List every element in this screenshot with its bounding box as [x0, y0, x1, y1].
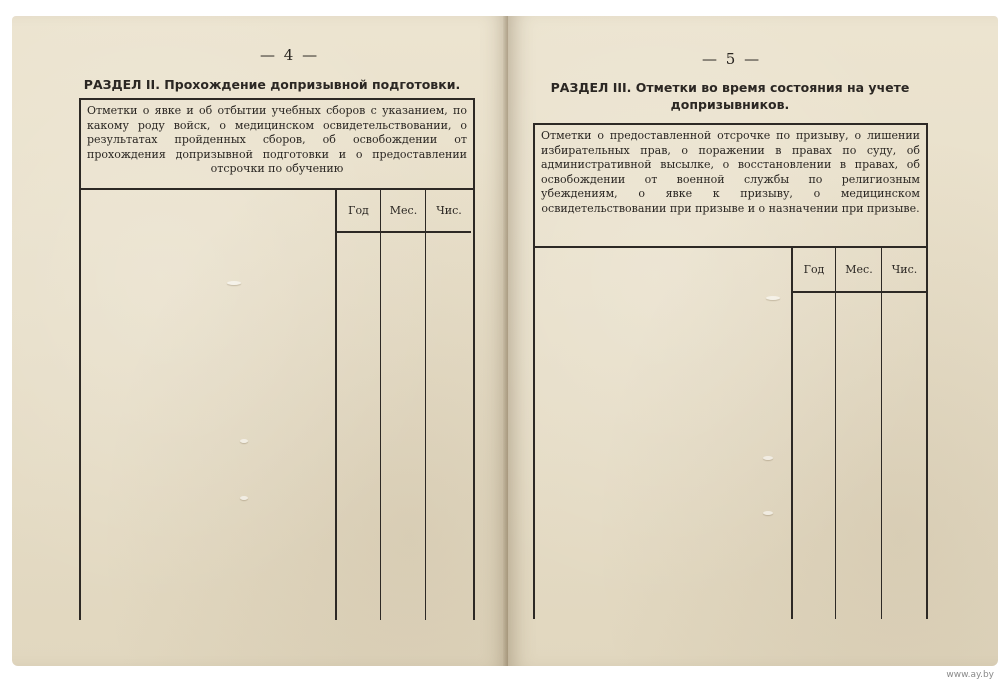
- left-page: [12, 16, 508, 666]
- right-page: [508, 16, 998, 666]
- page-number-5: — 5 —: [702, 50, 762, 68]
- year-column-border: [335, 190, 337, 620]
- section-2-table-description: Отметки о явке и об отбытии учебных сборов с указанием, по какому роду войск, о медицинском освидетельствовании, о результатах пройденных сборов, об освобождении от прохождения допризывной подготовки и о предоставлении отсрочки по обучению: [81, 100, 473, 190]
- section-3-table-description: Отметки о предоставленной отсрочке по призыву, о лишении избирательных прав, о поражении в правах по суду, об административной высылке, о восстановлении в правах, об освобождении от военной службы по религиозным убеждениям, о явке к призыву, о медицинском освидетельствовании при призыве и о назначении при призыве.: [535, 125, 926, 248]
- column-header-month: Мес.: [845, 263, 873, 276]
- day-column-border: [881, 248, 882, 619]
- month-column-border: [835, 248, 836, 619]
- paper-crease: [766, 296, 780, 300]
- day-column-border: [425, 190, 426, 620]
- paper-crease: [240, 496, 248, 500]
- month-column-border: [380, 190, 381, 620]
- paper-crease: [227, 281, 241, 285]
- column-header-day: Чис.: [891, 263, 918, 276]
- year-column-border: [791, 248, 793, 619]
- section-3-table: [533, 123, 928, 619]
- column-header-day: Чис.: [436, 204, 462, 217]
- column-header-divider: [791, 291, 926, 293]
- column-header-year: Год: [348, 204, 369, 217]
- column-header-divider: [335, 231, 471, 233]
- section-title-3: РАЗДЕЛ III. Отметки во время состояния на учете допризывников.: [550, 80, 910, 112]
- section-title-2: РАЗДЕЛ II. Прохождение допризывной подготовки.: [83, 77, 461, 92]
- column-header-year: Год: [803, 263, 825, 276]
- watermark: www.ay.by: [946, 670, 994, 680]
- column-header-month: Мес.: [389, 204, 418, 217]
- paper-crease: [763, 456, 773, 460]
- paper-crease: [240, 439, 248, 443]
- section-2-table: [79, 98, 475, 620]
- paper-crease: [763, 511, 773, 515]
- page-number-4: — 4 —: [260, 46, 320, 64]
